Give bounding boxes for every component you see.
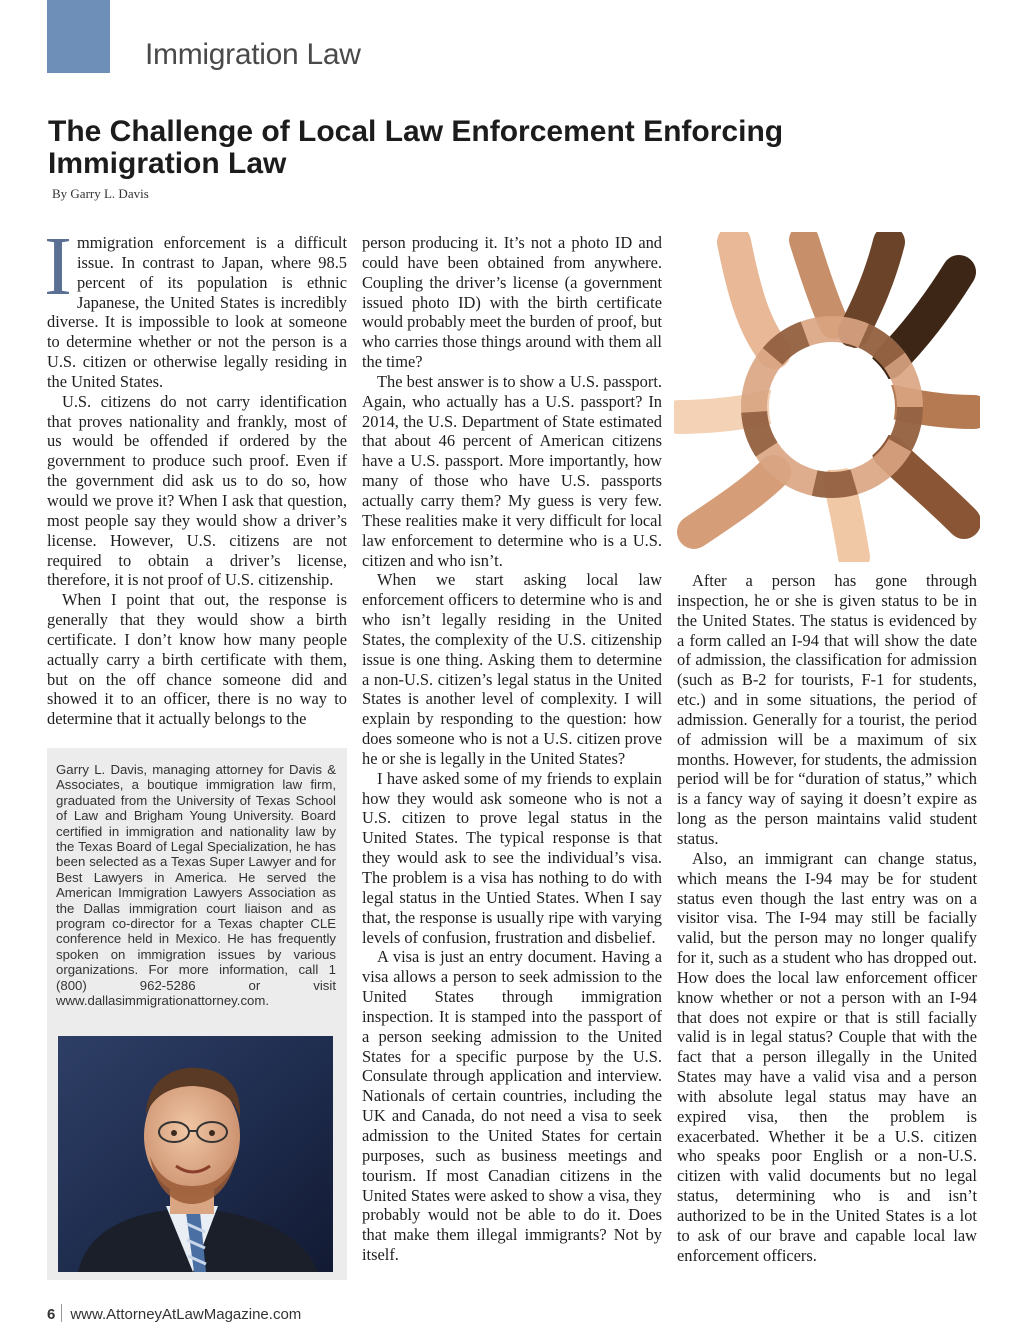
author-bio: Garry L. Davis, managing attorney for Davis & Associates, a boutique immigration law firm, graduated from the University of Texas School of Law and Brigham Young University. Board certified in immigration and nationality law by the Texas Board of Legal Specialization, he has been selected as a Texas Super Lawyer and for Best Lawyers in America. He served the American Immigration Lawyers Association as the Dallas immigration court liaison and as program co-director for a Texas chapter CLE conference held in Mexico. He has frequently spoken on immigration issues by various organizations. For more information, call 1 (800) 962-5286 or visit www.dallasimmigrationattorney.com. [56,762,336,1009]
circle-of-hands-photo [674,232,980,562]
paragraph: A visa is just an entry document. Having a visa allows a person to seek admission to the United States through immigration inspection. It is stamped into the passport of a person seeking admission to the United States for a specific purpose by the U.S. Consulate through application and interview. Nationals of certain countries, including the UK and Canada, do not need a visa to seek admission to the United States for certain purposes, such as business meetings and tourism. If most Canadian citizens in the United States were asked to show a visa, they probably would not be able to do it. Does that make them illegal immigrants? Not by itself. [362,947,662,1265]
section-label: Immigration Law [145,38,361,71]
paragraph: When we start asking local law enforcement officers to determine who is and who isn’t legally residing in the United States, the complexity of the U.S. citizenship issue is one thing. Asking them to determine a non-U.S. citizen’s legal status in the United States is another level of complexity. I will explain by responding to the question: how does someone who is not a U.S. citizen prove he or she is legally in the United States? [362,570,662,768]
paragraph: person producing it. It’s not a photo ID and could have been obtained from anywhere. Coupling the driver’s license (a government issued photo ID) with the birth certificate would probably meet the burden of proof, but who carries those things around with them all the time? [362,233,662,372]
footer-divider [61,1304,62,1322]
paragraph: The best answer is to show a U.S. passport. Again, who actually has a U.S. passport? In 2014, the U.S. Department of State estimated that about 46 percent of American citizens have a U.S. passport. More importantly, how many of those who have U.S. passports actually carry them? My guess is very few. These realities make it very difficult for local law enforcement to determine who is a U.S. citizen and who isn’t. [362,371,662,570]
footer-website-link[interactable]: www.AttorneyAtLawMagazine.com [70,1306,302,1323]
paragraph: Also, an immigrant can change status, which means the I-94 may be for student status even though the last entry was on a visitor visa. The I-94 may still be facially valid, but the person may no longer qualify for it, such as a student who has dropped out. How does the local law enforcement officer know whether or not a person with an I-94 that does not expire or that is still facially valid is in legal status? Couple that with the fact that a person illegally in the United States may have a valid visa and a person with absolute legal status may have an expired visa, then the problem is exacerbated. Whether it be a U.S. citizen who speaks poor English or a non-U.S. citizen with valid documents but no legal status, determining who is and isn’t authorized to be in the United States is a lot to ask of our brave and capable local law enforcement officers. [677,848,977,1265]
article-title: The Challenge of Local Law Enforcement Enforcing Immigration Law [48,115,784,180]
paragraph: After a person has gone through inspection, he or she is given status to be in the United States. The status is evidenced by a form called an I-94 that will show the date of admission, the classification for admission (such as B-2 for tourists, F-1 for students, etc.) and in some situations, the period of admission. Generally for a tourist, the period of admission will be a maximum of six months. However, for students, the admission period will be for “duration of status,” which is a fancy way of saying it doesn’t expire as long as the person maintains valid student status. [677,571,977,848]
page-number: 6 [47,1306,56,1323]
paragraph: I have asked some of my friends to explain how they would ask someone who is not a U.S. citizen to prove legal status in the United States. The typical response is that they would ask to see the individual’s visa. The problem is a visa has nothing to do with legal status in the Untied States. When I say that, the response is usually ripe with varying levels of confusion, frustration and disbelief. [362,768,662,947]
paragraph: U.S. citizens do not carry identification that proves nationality and frankly, most of us would be offended if ordered by the government to produce such proof. Even if the government did ask us to do so, how would we prove it? When I ask that question, most people say they would show a driver’s license. However, U.S. citizens are not required to obtain a driver’s license, therefore, it is not proof of U.S. citizenship. [47,391,347,590]
byline: By Garry L. Davis [52,186,149,201]
page-footer [47,1304,301,1323]
article-column-1 [44,220,347,729]
article-column-2 [362,233,662,1265]
drop-cap: I [44,220,72,313]
paragraph: Immigration enforcement is a difficult issue. In contrast to Japan, where 98.5 percent of its population is ethnic Japanese, the United States is incredibly diverse. It is impossible to look at someone to determine whether or not the person is a U.S. citizen or otherwise legally residing in the United States. [44,220,347,391]
paragraph: When I point that out, the response is generally that they would show a birth certificate. I don’t know how many people actually carry a birth certificate with them, but on the off chance someone did and showed it to an officer, there is no way to determine that it actually belongs to the [47,590,347,729]
article-column-3 [677,571,977,1266]
section-color-tab [47,0,110,73]
author-headshot-photo [58,1036,333,1272]
